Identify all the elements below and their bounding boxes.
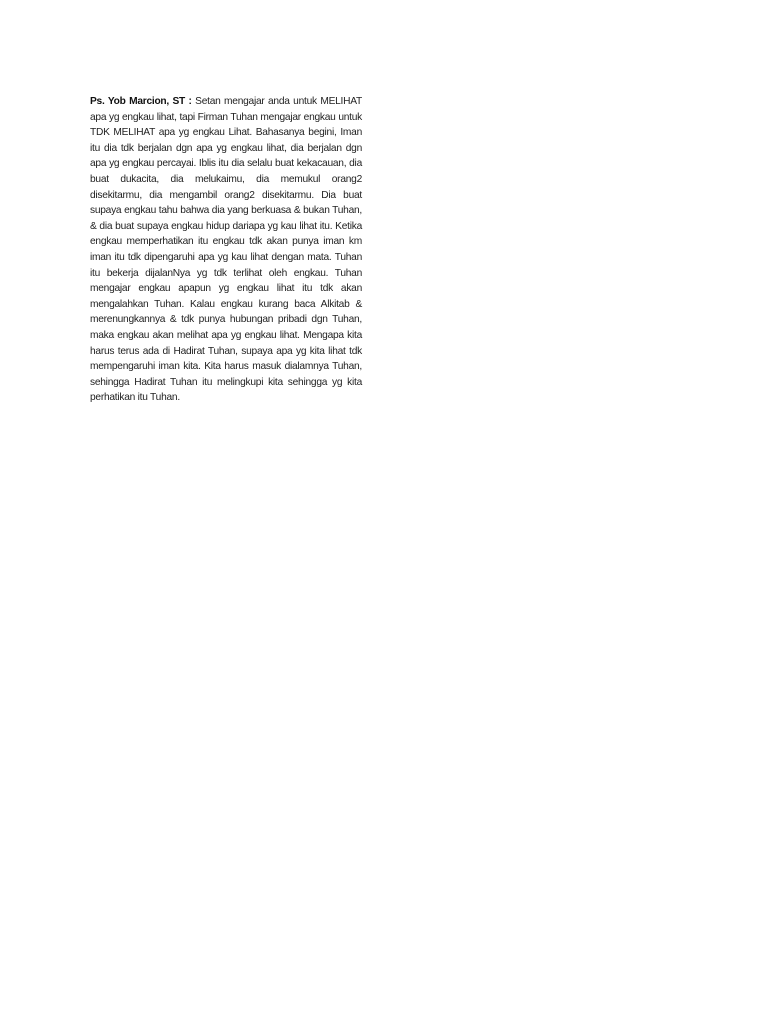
author-label: Ps. Yob Marcion, ST : bbox=[90, 96, 192, 107]
quote-paragraph bbox=[90, 94, 362, 406]
quote-body-text: Setan mengajar anda untuk MELIHAT apa yg engkau lihat, tapi Firman Tuhan mengajar engkau untuk TDK MELIHAT apa yg engkau Lihat. Bahasanya begini, Iman itu dia tdk berjalan dgn apa yg engkau lihat, dia berjalan dgn apa yg engkau percayai. Iblis itu dia selalu buat kekacauan, dia buat dukacita, dia melukaimu, dia memukul orang2 disekitarmu, dia mengambil orang2 disekitarmu. Dia buat supaya engkau tahu bahwa dia yang berkuasa & bukan Tuhan, & dia buat supaya engkau hidup dariapa yg kau lihat itu. Ketika engkau memperhatikan itu engkau tdk akan punya iman km iman itu tdk dipengaruhi apa yg kau lihat dengan mata. Tuhan itu bekerja dijalanNya yg tdk terlihat oleh engkau. Tuhan mengajar engkau apapun yg engkau lihat itu tdk akan mengalahkan Tuhan. Kalau engkau kurang baca Alkitab & merenungkannya & tdk punya hubungan pribadi dgn Tuhan, maka engkau akan melihat apa yg engkau lihat. Mengapa kita harus terus ada di Hadirat Tuhan, supaya apa yg kita lihat tdk mempengaruhi iman kita. Kita harus masuk dialamnya Tuhan, sehingga Hadirat Tuhan itu melingkupi kita sehingga yg kita perhatikan itu Tuhan. bbox=[90, 96, 362, 404]
